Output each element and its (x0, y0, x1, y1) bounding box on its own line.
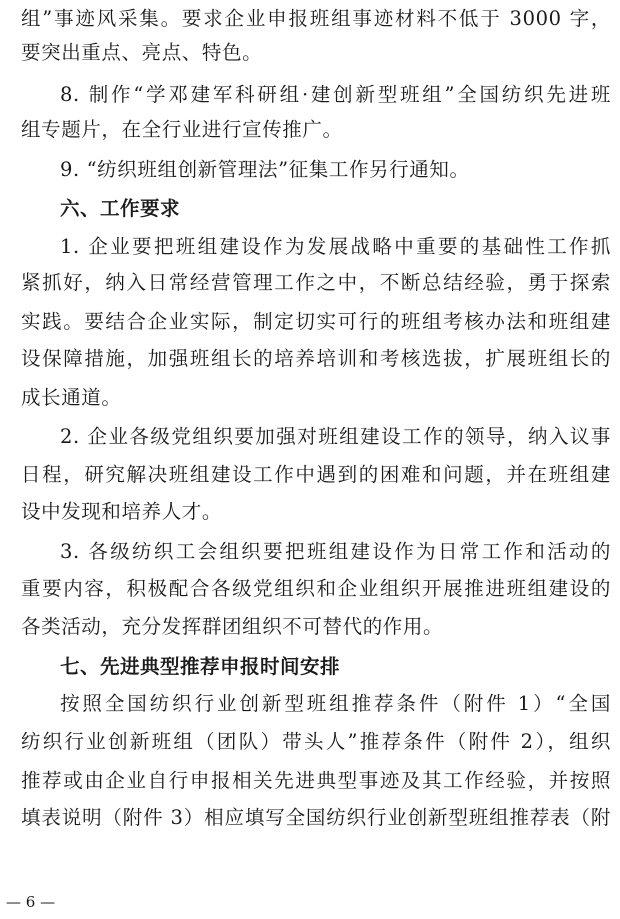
body-text-line: 组”事迹风采集。要求企业申报班组事迹材料不低于 3000 字， (21, 7, 611, 30)
section-heading: 六、工作要求 (60, 197, 181, 220)
body-text-line: 重要内容，积极配合各级党组织和企业组织开展推进班组建设的 (21, 577, 611, 600)
body-text-line: 3. 各级纺织工会组织要把班组建设作为日常工作和活动的 (60, 540, 611, 563)
body-text-line: 9. “纺织班组创新管理法”征集工作另行通知。 (60, 158, 470, 181)
body-text-line: 组专题片，在全行业进行宣传推广。 (21, 118, 343, 141)
body-text-line: 1. 企业要把班组建设作为发展战略中重要的基础性工作抓 (60, 235, 611, 258)
page-number: — 6 — (6, 893, 56, 911)
body-text-line: 各类活动，充分发挥群团组织不可替代的作用。 (21, 615, 444, 638)
body-text-line: 成长通道。 (21, 386, 122, 409)
body-text-line: 填表说明（附件 3）相应填写全国纺织行业创新型班组推荐表（附 (21, 806, 611, 829)
body-text-line: 纺织行业创新班组（团队）带头人”推荐条件（附件 2），组织 (21, 730, 611, 753)
body-text-line: 实践。要结合企业实际，制定切实可行的班组考核办法和班组建 (21, 310, 611, 333)
body-text-line: 2. 企业各级党组织要加强对班组建设工作的领导，纳入议事 (60, 425, 611, 448)
body-text-line: 设保障措施，加强班组长的培养培训和考核选拔，扩展班组长的 (21, 347, 611, 370)
body-text-line: 按照全国纺织行业创新型班组推荐条件（附件 1）“全国 (60, 692, 611, 715)
body-text-line: 紧抓好，纳入日常经营管理工作之中，不断总结经验，勇于探索 (21, 271, 611, 294)
body-text-line: 要突出重点、亮点、特色。 (21, 41, 263, 64)
section-heading: 七、先进典型推荐申报时间安排 (60, 655, 341, 678)
body-text-line: 8. 制作“学邓建军科研组·建创新型班组”全国纺织先进班 (60, 83, 611, 106)
body-text-line: 推荐或由企业自行申报相关先进典型事迹及其工作经验，并按照 (21, 769, 611, 792)
body-text-line: 日程，研究解决班组建设工作中遇到的困难和问题，并在班组建 (21, 463, 611, 486)
body-text-line: 设中发现和培养人才。 (21, 500, 223, 523)
